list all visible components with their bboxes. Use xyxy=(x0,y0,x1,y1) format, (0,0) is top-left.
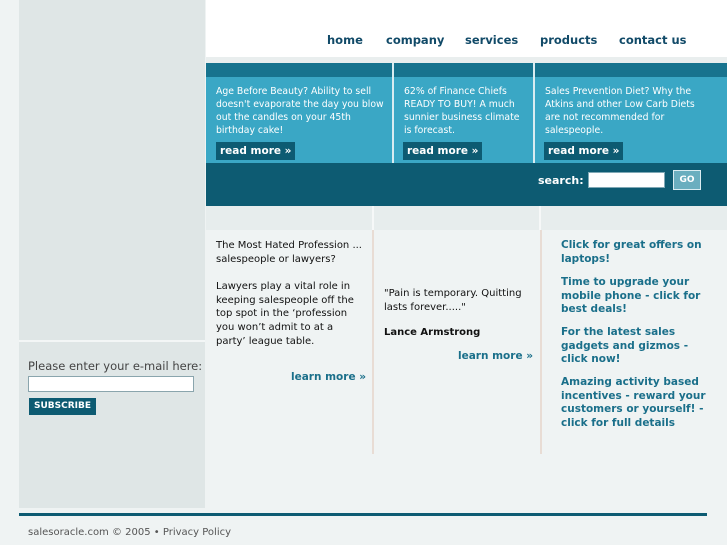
feature-read-more-1[interactable]: read more » xyxy=(216,142,295,160)
article-heading: The Most Hated Profession ... salespeople or lawyers? xyxy=(216,240,362,265)
footer-text: salesoracle.com © 2005 • Privacy Policy xyxy=(28,527,232,538)
article-column xyxy=(216,239,364,362)
feature-read-more-3[interactable]: read more » xyxy=(544,142,623,160)
article-body: Lawyers play a vital role in keeping salespeople off the top spot in the ‘profession you won’t admit to at a party’ league table. xyxy=(216,281,354,347)
content-stripe xyxy=(206,206,727,230)
stripe-divider xyxy=(372,206,374,230)
quote-learn-more-link[interactable]: learn more » xyxy=(458,350,534,362)
left-sidebar xyxy=(19,0,205,508)
feature-text-3: Sales Prevention Diet? Why the Atkins and other Low Carb Diets are not recommended for salespeople. xyxy=(545,86,695,136)
column-divider xyxy=(540,230,542,454)
top-nav-bar xyxy=(206,0,727,57)
search-label: search: xyxy=(538,174,584,187)
nav-products[interactable]: products xyxy=(540,33,598,47)
article-learn-more-link[interactable]: learn more » xyxy=(291,371,367,383)
feature-divider xyxy=(533,63,535,163)
nav-company[interactable]: company xyxy=(386,33,445,47)
stripe-divider xyxy=(539,206,541,230)
feature-text-1: Age Before Beauty? Ability to sell doesn't evaporate the day you blow out the candles on your 45th birthday cake! xyxy=(216,86,384,136)
nav-services[interactable]: services xyxy=(465,33,519,47)
offer-link-incentives[interactable]: Amazing activity based incentives - reward your customers or yourself! - click for full details xyxy=(561,376,706,429)
nav-home[interactable]: home xyxy=(327,33,363,47)
search-go-button[interactable]: GO xyxy=(673,170,701,190)
footer-divider xyxy=(19,513,707,516)
quote-text: "Pain is temporary. Quitting lasts forever....." xyxy=(384,288,522,313)
search-input[interactable] xyxy=(588,172,665,188)
offer-link-mobile[interactable]: Time to upgrade your mobile phone - click for best deals! xyxy=(561,276,701,316)
column-divider xyxy=(372,230,374,454)
feature-read-more-2[interactable]: read more » xyxy=(403,142,482,160)
quote-author: Lance Armstrong xyxy=(384,327,481,338)
nav-contact-us[interactable]: contact us xyxy=(619,33,687,47)
feature-band-top xyxy=(206,63,727,77)
sidebar-divider xyxy=(19,340,205,342)
feature-divider xyxy=(392,63,394,163)
subscribe-button[interactable]: SUBSCRIBE xyxy=(29,398,96,415)
offer-link-laptops[interactable]: Click for great offers on laptops! xyxy=(561,239,702,265)
feature-text-2: 62% of Finance Chiefs READY TO BUY! A much sunnier business climate is forecast. xyxy=(404,86,520,136)
offer-link-gadgets[interactable]: For the latest sales gadgets and gizmos - click now! xyxy=(561,326,689,366)
email-field[interactable] xyxy=(28,376,194,392)
email-label: Please enter your e-mail here: xyxy=(28,359,203,373)
